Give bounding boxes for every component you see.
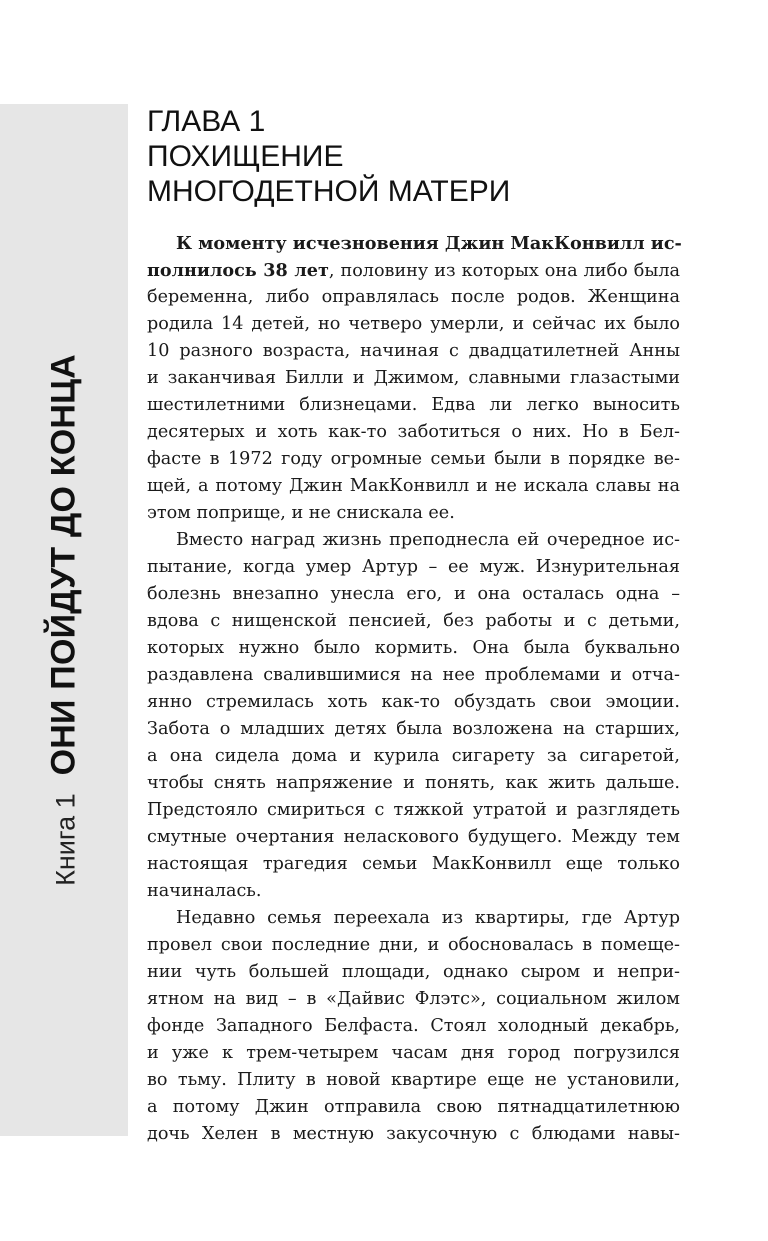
text-run: , половину из которых она либо была: [328, 261, 680, 281]
text-line: пытание, когда умер Артур – ее муж. Изнурительная: [147, 557, 680, 577]
chapter-title-line: МНОГОДЕТНОЙ МАТЕРИ: [147, 175, 511, 208]
text-line: беременна, либо оправлялась после родов. Женщина: [147, 287, 680, 307]
text-line: Забота о младших детях была возложена на старших,: [147, 719, 680, 739]
text-line: а потому Джин отправила свою пятнадцатилетнюю: [147, 1097, 680, 1117]
body-text: [147, 230, 680, 1148]
text-line: смутные очертания неласкового будущего. Между тем: [147, 827, 680, 847]
text-line: чтобы снять напряжение и понять, как жить дальше.: [147, 773, 680, 793]
book-label: Книга 1: [50, 793, 81, 886]
chapter-heading: [147, 104, 707, 209]
text-line: во тьму. Плиту в новой квартире еще не установили,: [147, 1070, 680, 1090]
text-line: нии чуть большей площади, однако сыром и непри-: [147, 962, 680, 982]
text-line: Недавно семья переехала из квартиры, где Артур: [176, 908, 680, 928]
text-line: щей, а потому Джин МакКонвилл и не искала славы на: [147, 476, 680, 496]
text-line: болезнь внезапно унесла его, и она осталась одна –: [147, 584, 680, 604]
text-line: Вместо наград жизнь преподнесла ей очередное ис-: [176, 530, 680, 550]
text-line: [147, 257, 680, 284]
text-line: вдова с нищенской пенсией, без работы и с детьми,: [147, 611, 680, 631]
text-line: 10 разного возраста, начиная с двадцатилетней Анны: [147, 341, 680, 361]
text-line: настоящая трагедия семьи МакКонвилл еще только: [147, 854, 680, 874]
text-line: десятерых и хоть как-то заботиться о них. Но в Бел-: [147, 422, 680, 442]
text-line: провел свои последние дни, и обосновалась в помеще-: [147, 935, 680, 955]
text-line: Предстояло смириться с тяжкой утратой и разглядеть: [147, 800, 680, 820]
text-line: фасте в 1972 году огромные семьи были в порядке ве-: [147, 449, 680, 469]
text-line: и уже к трем-четырем часам дня город погрузился: [147, 1043, 680, 1063]
text-line: фонде Западного Белфаста. Стоял холодный декабрь,: [147, 1016, 680, 1036]
text-line: родила 14 детей, но четверо умерли, и сейчас их было: [147, 314, 680, 334]
chapter-title-line: ПОХИЩЕНИЕ: [147, 140, 344, 173]
book-title: ОНИ ПОЙДУТ ДО КОНЦА: [44, 354, 83, 776]
text-line: начиналась.: [147, 881, 262, 901]
text-line: шестилетними близнецами. Едва ли легко выносить: [147, 395, 680, 415]
text-line: а она сидела дома и курила сигарету за сигаретой,: [147, 746, 680, 766]
text-line: и заканчивая Билли и Джимом, славными глазастыми: [147, 368, 680, 388]
text-line: раздавлена свалившимися на нее проблемами и отча-: [147, 665, 680, 685]
text-line: К моменту исчезновения Джин МакКонвилл ис-: [176, 233, 682, 254]
chapter-number: ГЛАВА 1: [147, 105, 266, 138]
bold-lead: полнилось 38 лет: [147, 260, 329, 281]
text-line: дочь Хелен в местную закусочную с блюдами навы-: [147, 1124, 680, 1144]
running-head-vertical: [45, 354, 84, 886]
text-line: ятном на вид – в «Дайвис Флэтс», социальном жилом: [147, 989, 680, 1009]
text-line: которых нужно было кормить. Она была буквально: [147, 638, 680, 658]
text-line: янно стремилась хоть как-то обуздать свои эмоции.: [147, 692, 680, 712]
text-line: этом поприще, и не снискала ее.: [147, 503, 455, 523]
